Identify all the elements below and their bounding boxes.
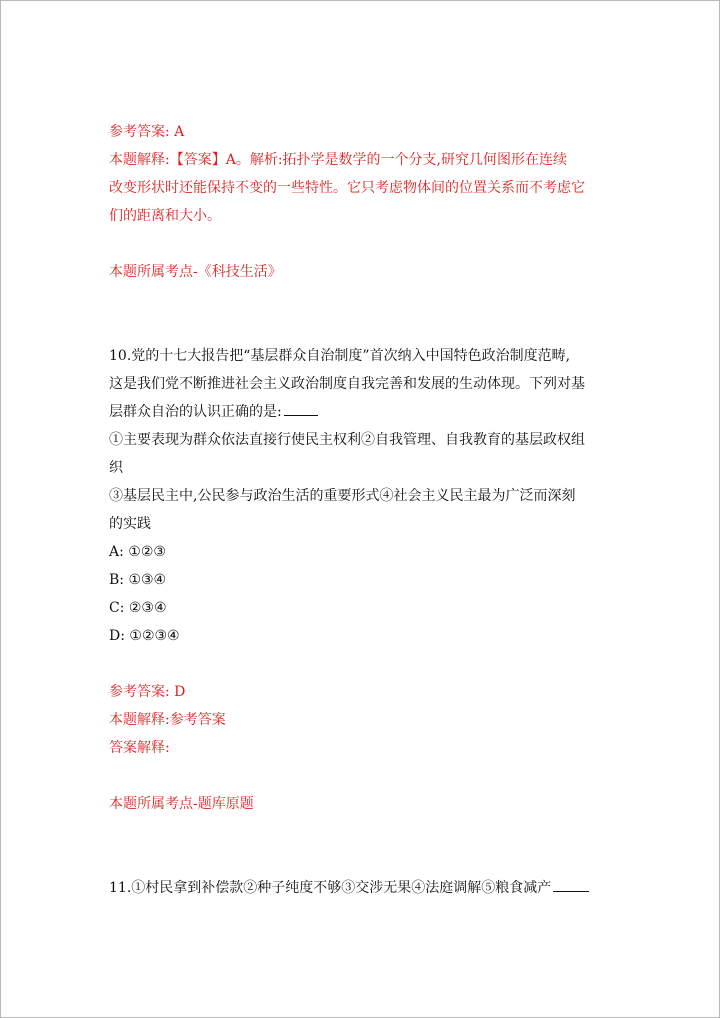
q9-explanation-line: 本题解释:【答案】A。解析:拓扑学是数学的一个分支,研究几何图形在连续 [109, 152, 567, 168]
answer-blank [553, 875, 589, 892]
q10-option-d: D: ①②③④ [109, 628, 180, 644]
q11-stem-line [109, 874, 604, 902]
q10-answer-explanation: 答案解释: [109, 740, 170, 756]
q10-statement-line: ①主要表现为群众依法直接行使民主权利②自我管理、自我教育的基层政权组 [109, 432, 585, 448]
q10-stem-line: 这是我们党不断推进社会主义政治制度自我完善和发展的生动体现。下列对基 [109, 376, 585, 392]
q9-explanation-line: 们的距离和大小。 [109, 208, 221, 224]
q11-stem-text: 11.①村民拿到补偿款②种子纯度不够③交涉无果④法庭调解⑤粮食减产 [109, 880, 552, 896]
q10-option-b: B: ①③④ [109, 572, 167, 588]
q10-stem-text: 层群众自治的认识正确的是: [109, 404, 282, 420]
q9-answer: 参考答案: A [109, 124, 185, 140]
q10-option-a: A: ①②③ [109, 544, 166, 560]
q10-stem-line [109, 398, 604, 426]
q9-explanation-line: 改变形状时还能保持不变的一些特性。它只考虑物体间的位置关系而不考虑它 [109, 180, 585, 196]
q10-option-c: C: ②③④ [109, 600, 167, 616]
q10-answer: 参考答案: D [109, 684, 186, 700]
q10-stem-line: 10.党的十七大报告把“基层群众自治制度”首次纳入中国特色政治制度范畴, [109, 348, 571, 364]
q10-statement-line: 织 [109, 460, 123, 476]
answer-blank [284, 399, 318, 416]
page-content [109, 118, 604, 902]
q10-explanation: 本题解释:参考答案 [109, 712, 226, 728]
q10-topic: 本题所属考点-题库原题 [109, 796, 254, 812]
q10-statement-line: 的实践 [109, 516, 151, 532]
q10-statement-line: ③基层民主中,公民参与政治生活的重要形式④社会主义民主最为广泛而深刻 [109, 488, 576, 504]
q9-topic: 本题所属考点-《科技生活》 [109, 264, 282, 280]
